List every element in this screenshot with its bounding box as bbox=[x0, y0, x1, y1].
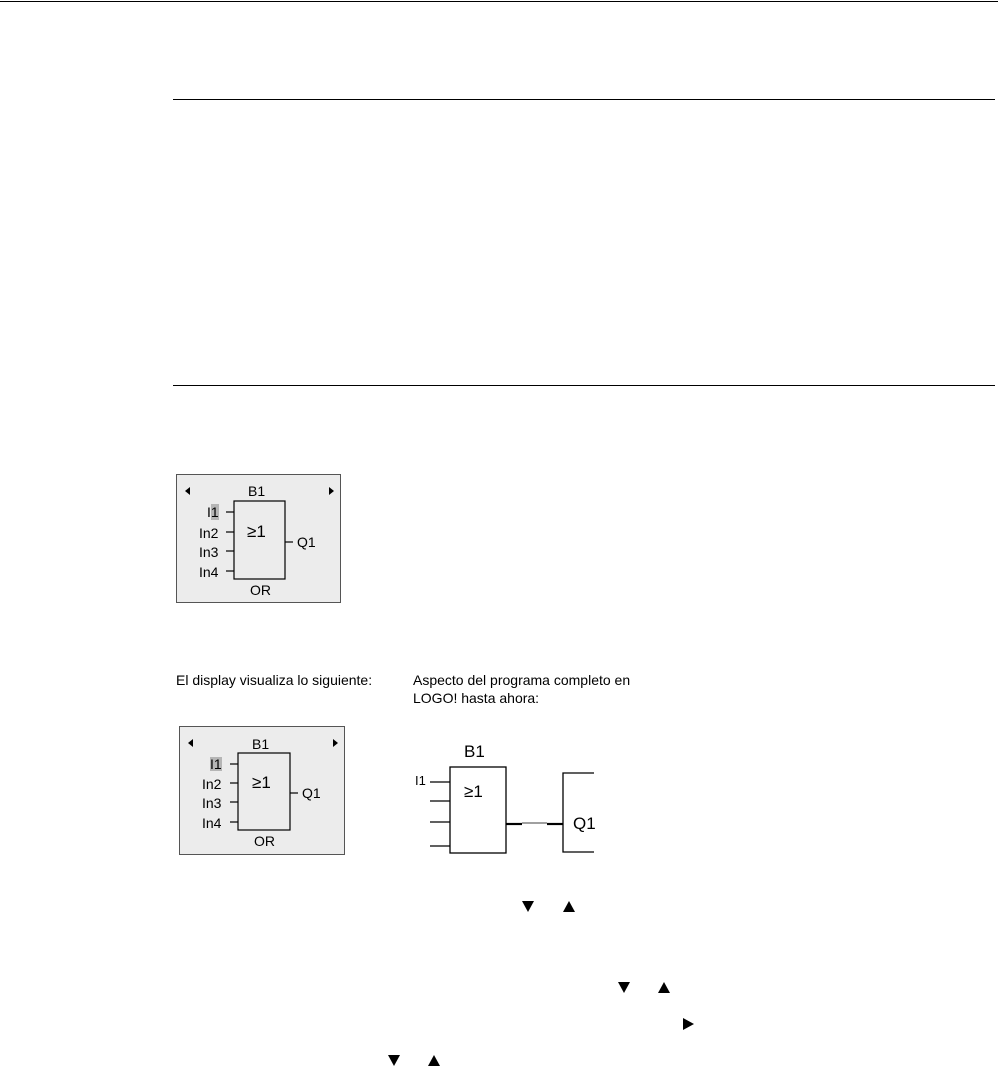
input-label-3: In3 bbox=[199, 544, 219, 560]
function-label: OR bbox=[250, 582, 271, 598]
diagram-block-id: B1 bbox=[464, 742, 485, 761]
diagram-or-symbol: ≥1 bbox=[464, 782, 483, 801]
section-rule-top bbox=[173, 99, 995, 100]
down-arrow-key-icon bbox=[618, 982, 630, 993]
or-symbol: ≥1 bbox=[247, 522, 266, 541]
up-arrow-key-icon bbox=[658, 982, 670, 993]
diagram-output-label: Q1 bbox=[573, 814, 596, 833]
down-arrow-key-icon bbox=[388, 1055, 400, 1066]
up-arrow-key-icon bbox=[428, 1055, 440, 1066]
section-rule-bottom bbox=[173, 385, 995, 386]
input-label-1: I1 bbox=[207, 504, 219, 520]
up-arrow-key-icon bbox=[563, 901, 575, 912]
right-arrow-key-icon bbox=[683, 1018, 694, 1030]
or-symbol: ≥1 bbox=[252, 773, 271, 792]
input-label-2: In2 bbox=[199, 525, 219, 541]
input-label-4: In4 bbox=[199, 564, 219, 580]
input-label-3: In3 bbox=[202, 795, 222, 811]
diagram-graphic bbox=[410, 742, 600, 857]
input-label-1: I1 bbox=[210, 756, 222, 772]
block-id-label: B1 bbox=[252, 736, 270, 752]
input-label-4: In4 bbox=[202, 815, 222, 831]
lcd-display-1 bbox=[176, 474, 341, 603]
input-label-2: In2 bbox=[202, 776, 222, 792]
program-caption-line2: LOGO! hasta ahora: bbox=[413, 690, 540, 706]
lcd-display-2 bbox=[179, 726, 345, 855]
output-label: Q1 bbox=[302, 785, 321, 801]
display-caption: El display visualiza lo siguiente: bbox=[176, 672, 373, 688]
function-label: OR bbox=[254, 833, 275, 849]
output-label: Q1 bbox=[297, 534, 316, 550]
cursor-highlight: 1 bbox=[210, 504, 219, 520]
program-caption-line1: Aspecto del programa completo en bbox=[413, 672, 631, 688]
page-top-rule bbox=[0, 1, 998, 2]
program-diagram bbox=[410, 742, 600, 857]
down-arrow-key-icon bbox=[522, 901, 534, 912]
block-id-label: B1 bbox=[248, 483, 266, 499]
diagram-input-label: I1 bbox=[415, 773, 426, 788]
